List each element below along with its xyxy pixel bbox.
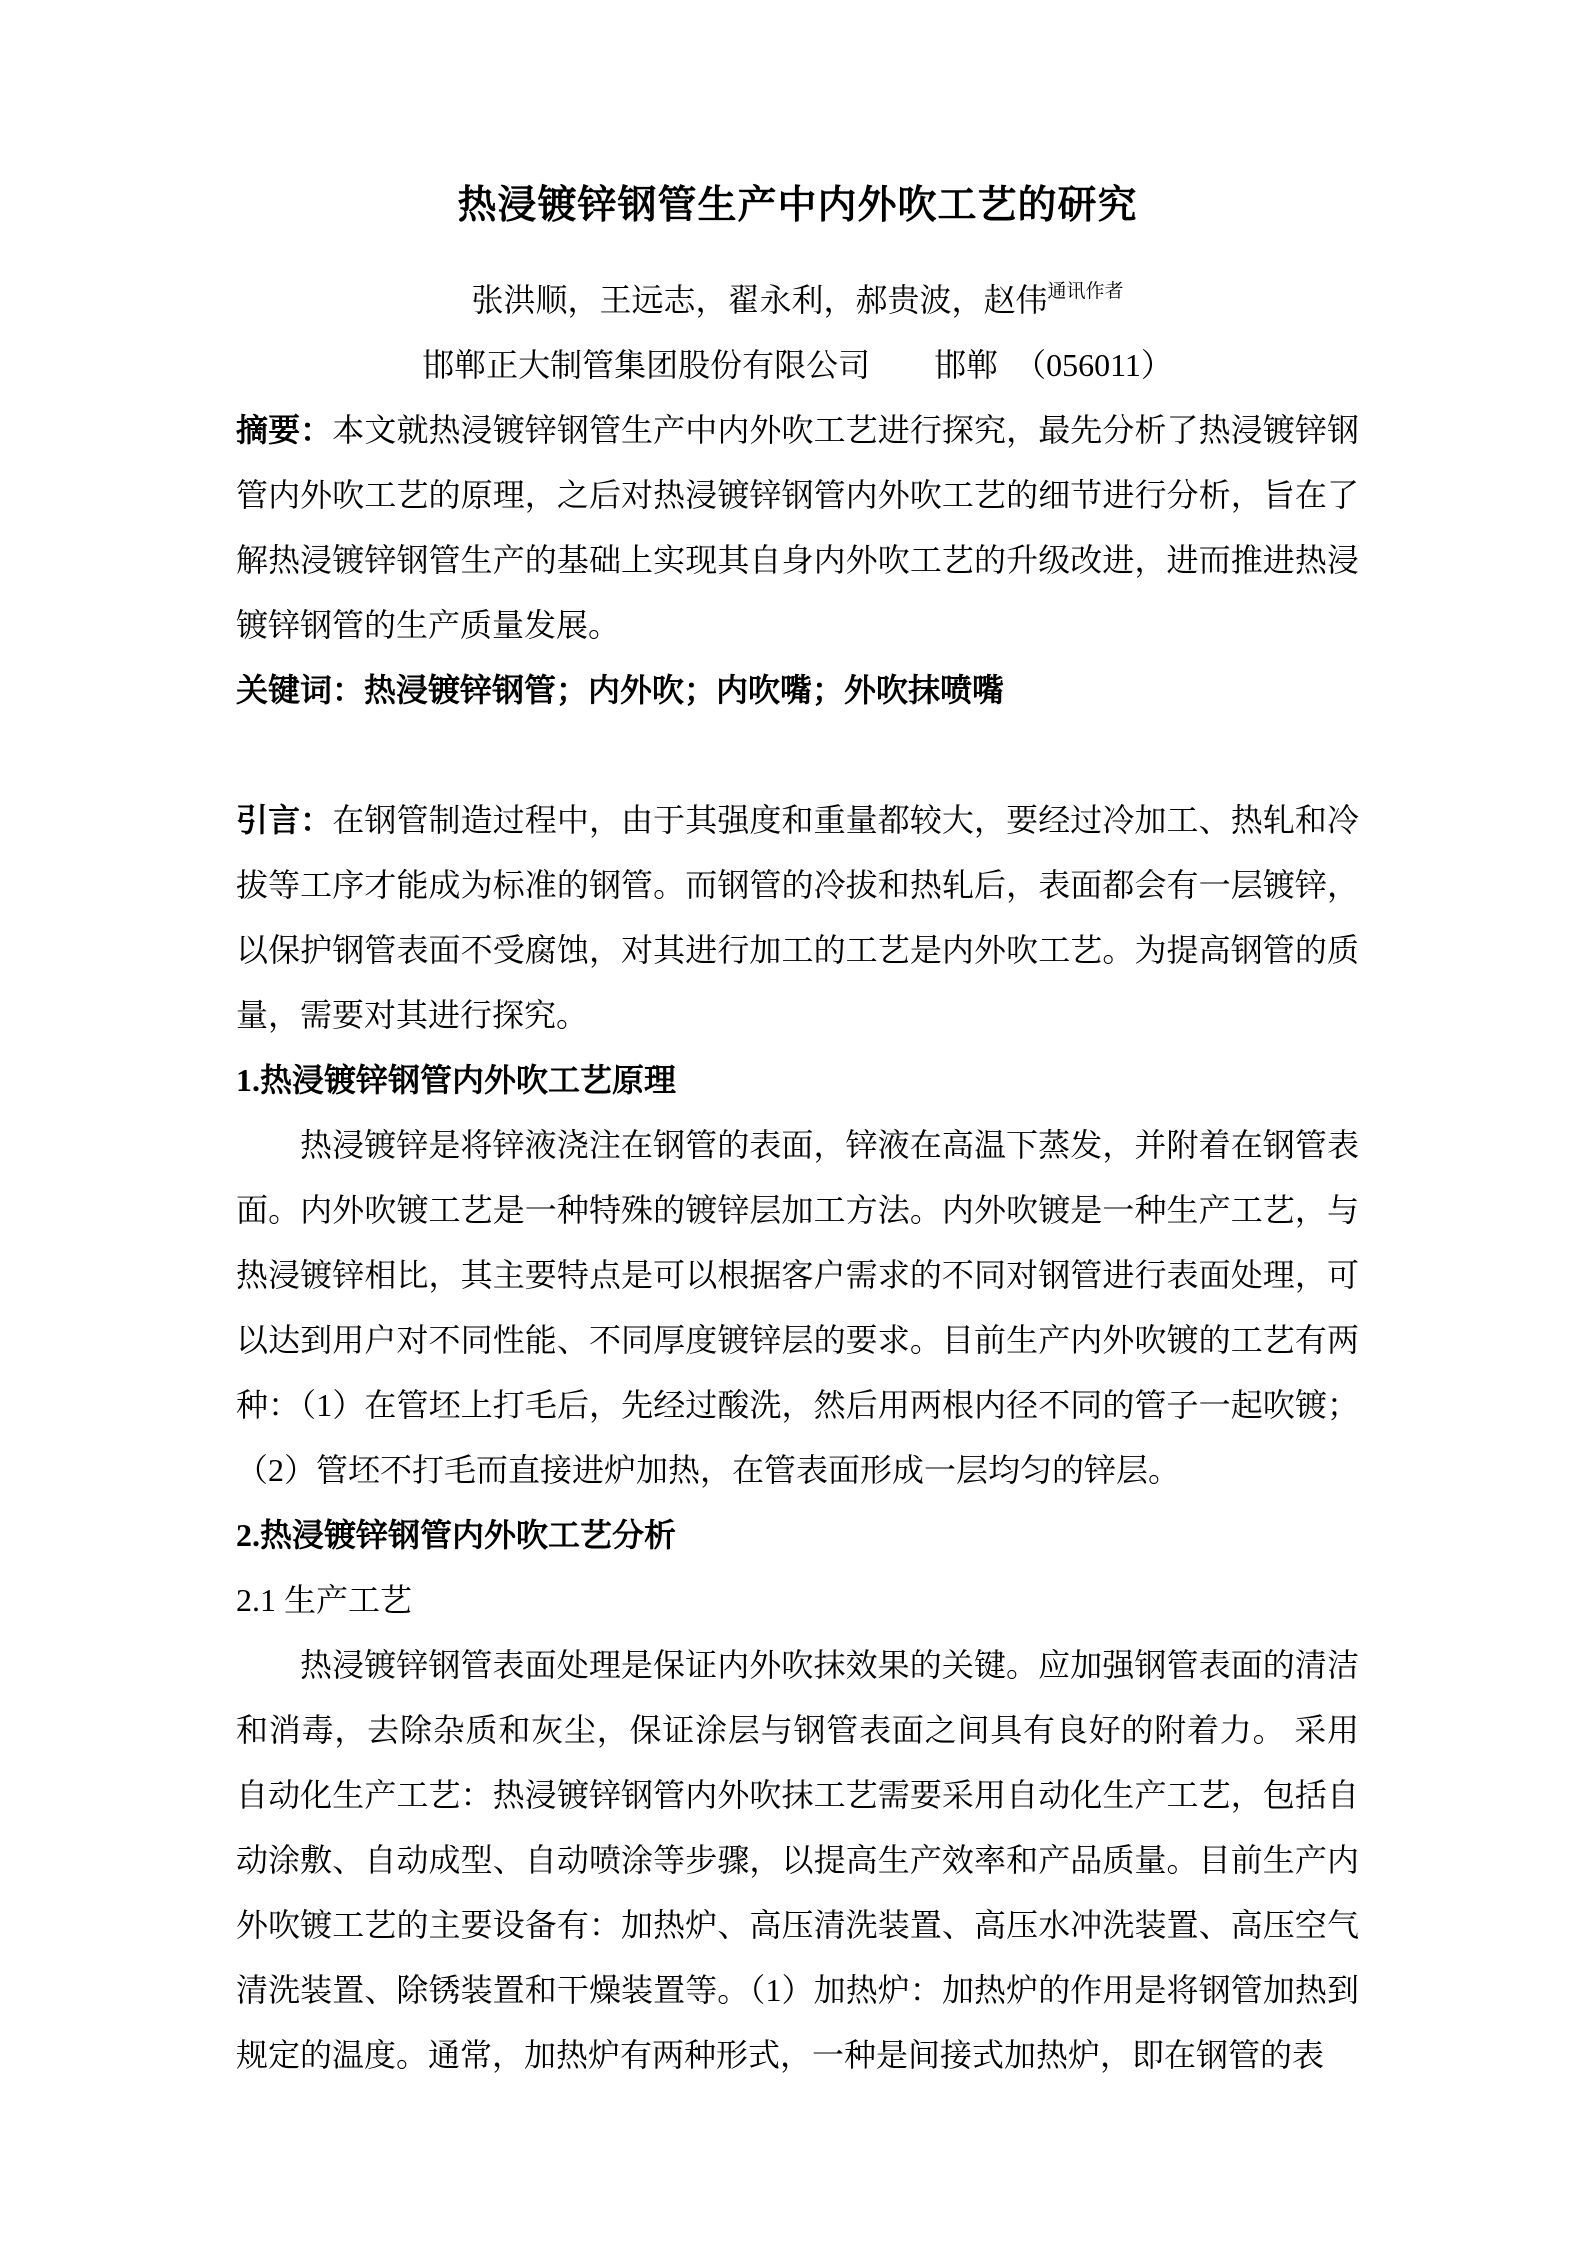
- keywords-text: 热浸镀锌钢管；内外吹；内吹嘴；外吹抹喷嘴: [364, 672, 1005, 708]
- keywords-line: [236, 658, 1359, 723]
- corresponding-author-superscript: 通讯作者: [1047, 281, 1124, 302]
- introduction-text: 在钢管制造过程中，由于其强度和重量都较大，要经过冷加工、热轧和冷拔等工序才能成为标准的钢管。而钢管的冷拔和热轧后，表面都会有一层镀锌，以保护钢管表面不受腐蚀，对其进行加工的工艺是内外吹工艺。为提高钢管的质量，需要对其进行探究。: [236, 802, 1359, 1033]
- affiliation-line: 邯郸正大制管集团股份有限公司 邯郸 （056011）: [422, 347, 1173, 383]
- section-1-heading: 1.热浸镀锌钢管内外吹工艺原理: [236, 1062, 677, 1098]
- section-1-paragraph: 热浸镀锌是将锌液浇注在钢管的表面，锌液在高温下蒸发，并附着在钢管表面。内外吹镀工艺是一种特殊的镀锌层加工方法。内外吹镀是一种生产工艺，与热浸镀锌相比，其主要特点是可以根据客户需求的不同对钢管进行表面处理，可以达到用户对不同性能、不同厚度镀锌层的要求。目前生产内外吹镀的工艺有两种：（1）在管坯上打毛后，先经过酸洗，然后用两根内径不同的管子一起吹镀；（2）管坯不打毛而直接进炉加热，在管表面形成一层均匀的锌层。: [236, 1127, 1359, 1488]
- abstract-paragraph: [236, 398, 1359, 658]
- section-2-1-subheading: 2.1 生产工艺: [236, 1582, 413, 1618]
- introduction-paragraph: [236, 788, 1359, 1048]
- section-2-paragraph: 热浸镀锌钢管表面处理是保证内外吹抹效果的关键。应加强钢管表面的清洁和消毒，去除杂质和灰尘，保证涂层与钢管表面之间具有良好的附着力。 采用自动化生产工艺：热浸镀锌钢管内外吹抹工艺需要采用自动化生产工艺，包括自动涂敷、自动成型、自动喷涂等步骤，以提高生产效率和产品质量。目前生产内外吹镀工艺的主要设备有：加热炉、高压清洗装置、高压水冲洗装置、高压空气清洗装置、除锈装置和干燥装置等。（1）加热炉：加热炉的作用是将钢管加热到规定的温度。通常，加热炉有两种形式，一种是间接式加热炉，即在钢管的表: [236, 1647, 1359, 2073]
- section-2-heading: 2.热浸镀锌钢管内外吹工艺分析: [236, 1517, 677, 1553]
- authors-line: [236, 268, 1359, 333]
- abstract-label: 摘要：: [236, 412, 333, 448]
- paper-title: 热浸镀锌钢管生产中内外吹工艺的研究: [457, 184, 1138, 227]
- blank-spacer-line: [236, 723, 1359, 788]
- keywords-label: 关键词：: [236, 672, 365, 708]
- abstract-text: 本文就热浸镀锌钢管生产中内外吹工艺进行探究，最先分析了热浸镀锌钢管内外吹工艺的原理，之后对热浸镀锌钢管内外吹工艺的细节进行分析，旨在了解热浸镀锌钢管生产的基础上实现其自身内外吹工艺的升级改进，进而推进热浸镀锌钢管的生产质量发展。: [236, 412, 1359, 643]
- author-names: 张洪顺，王远志，翟永利，郝贵波，赵伟: [471, 282, 1048, 318]
- introduction-label: 引言：: [236, 802, 333, 838]
